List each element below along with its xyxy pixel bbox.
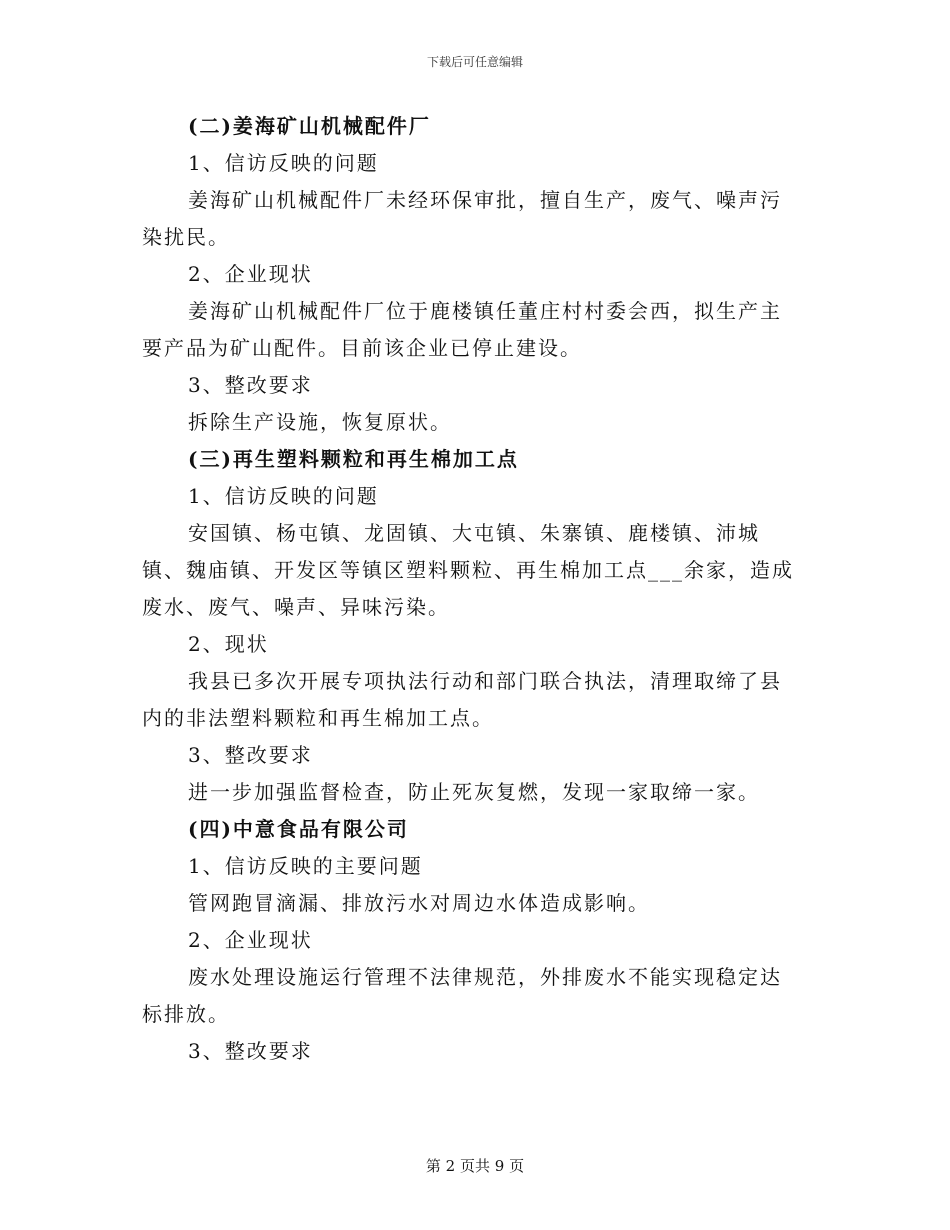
paragraph: 2、企业现状	[188, 262, 313, 286]
paragraph: 姜海矿山机械配件厂未经环保审批，擅自生产，废气、噪声污染扰民。	[142, 188, 782, 249]
paragraph: 拆除生产设施，恢复原状。	[188, 410, 452, 434]
page-footer: 第 2 页共 9 页	[425, 1157, 525, 1175]
paragraph: 姜海矿山机械配件厂位于鹿楼镇任董庄村村委会西，拟生产主要产品为矿山配件。目前该企业已停止建设。	[142, 299, 782, 360]
paragraph: 1、信访反映的主要问题	[188, 854, 423, 878]
paragraph: 进一步加强监督检查，防止死灰复燃，发现一家取缔一家。	[188, 780, 760, 804]
paragraph: 1、信访反映的问题	[188, 484, 379, 508]
paragraph: 废水处理设施运行管理不法律规范，外排废水不能实现稳定达标排放。	[142, 965, 782, 1026]
paragraph: (三)再生塑料颗粒和再生棉加工点	[188, 447, 519, 471]
paragraph: 安国镇、杨屯镇、龙固镇、大屯镇、朱寨镇、鹿楼镇、沛城镇、魏庙镇、开发区等镇区塑料颗粒、再生棉加工点___余家，造成废水、废气、噪声、异味污染。	[142, 521, 794, 619]
paragraph: 3、整改要求	[188, 1039, 313, 1063]
paragraph: 3、整改要求	[188, 373, 313, 397]
page-header: 下载后可任意编辑	[426, 55, 523, 69]
paragraph: 2、企业现状	[188, 928, 313, 952]
paragraph: 管网跑冒滴漏、排放污水对周边水体造成影响。	[188, 891, 650, 915]
document-body	[142, 108, 802, 1070]
paragraph: (四)中意食品有限公司	[188, 817, 409, 841]
paragraph: 2、现状	[188, 632, 269, 656]
paragraph: 1、信访反映的问题	[188, 151, 379, 175]
paragraph: (二)姜海矿山机械配件厂	[188, 114, 431, 138]
paragraph: 我县已多次开展专项执法行动和部门联合执法，清理取缔了县内的非法塑料颗粒和再生棉加工点。	[142, 669, 782, 730]
paragraph: 3、整改要求	[188, 743, 313, 767]
